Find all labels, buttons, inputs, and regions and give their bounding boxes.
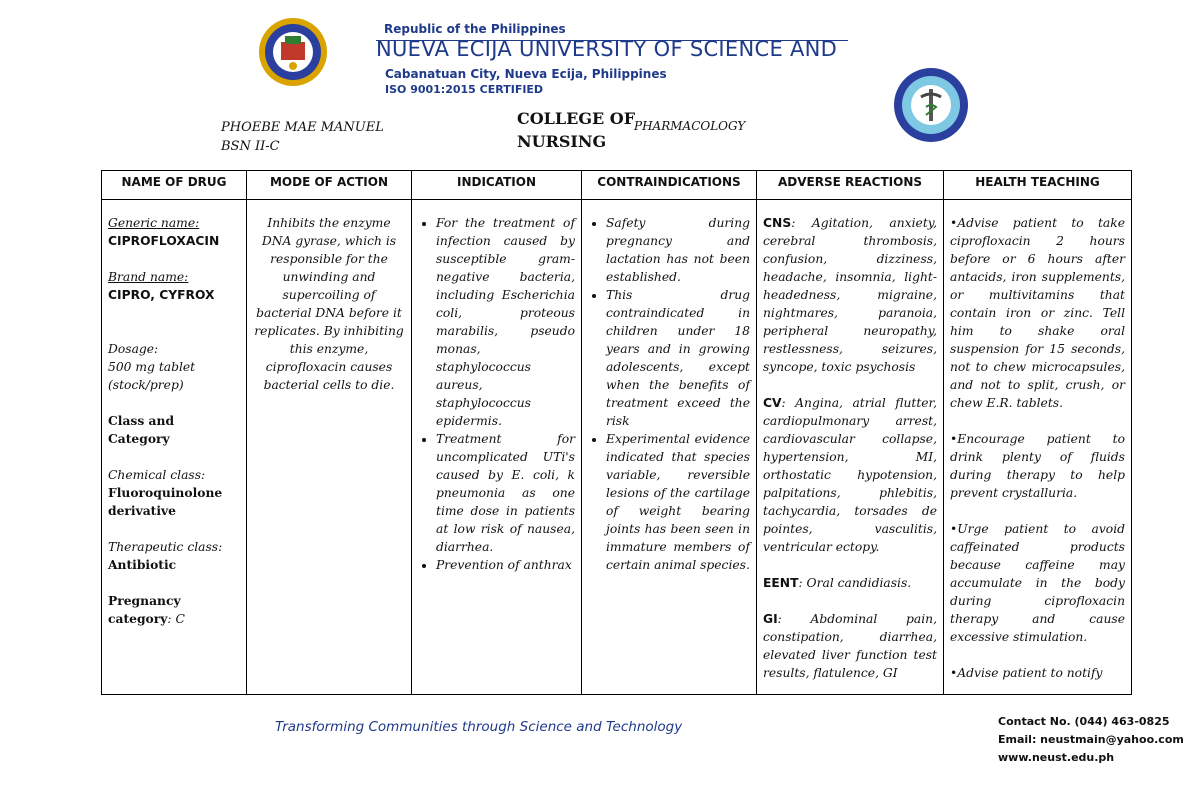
list-item: • Treatment for uncomplicated UTi's caused by E. coli, k pneumonia as one time dose in patients at low risk of nausea, diarrhea. [436,430,575,556]
dosage-label: Dosage: [108,342,159,356]
health-teaching-item: •Advise patient to take ciprofloxacin 2 hours before or 6 hours after antacids, iron supplements, or multivitamins that contain iron or zinc. Tell him to shake oral suspension for 15 seconds, not to chew microcapsules, and not to split, crush, or chew E.R. tablets. [950,216,1125,410]
header-adverse-reactions: ADVERSE REACTIONS [757,171,944,200]
republic-heading: Republic of the Philippines [384,22,566,36]
chemical-class-label: Chemical class: [108,468,206,482]
college-line-1: COLLEGE OF [517,109,636,128]
contact-number: Contact No. (044) 463-0825 [998,715,1170,728]
header-health-teaching: HEALTH TEACHING [944,171,1132,200]
mode-of-action-text: Inhibits the enzyme DNA gyrase, which is responsible for the unwinding and supercoiling of bacterial DNA before it replicates. By inhibiting this enzyme, ciprofloxacin causes bacterial cells to die. [254,216,404,392]
health-teaching-item: •Advise patient to notify [950,666,1103,680]
list-item: • Prevention of anthrax [436,556,575,574]
brand-name-value: CIPRO, CYFROX [108,288,215,302]
student-section: BSN II-C [221,139,280,154]
indication-list [418,214,575,574]
therapeutic-class-value: Antibiotic [108,557,177,572]
health-teaching-item: •Urge patient to avoid caffeinated products because caffeine may accumulate in the body during ciprofloxacin therapy and cause excessive stimulation. [950,522,1125,644]
university-address: Cabanatuan City, Nueva Ecija, Philippines [385,67,667,81]
adverse-reactions-cell [757,200,944,695]
student-name: PHOEBE MAE MANUEL [221,120,384,135]
contact-email: Email: neustmain@yahoo.com [998,733,1184,746]
dosage-note: (stock/prep) [108,378,184,392]
drug-study-table [101,170,1132,695]
university-name: NUEVA ECIJA UNIVERSITY OF SCIENCE AND [376,37,838,61]
adverse-cv: CV: Angina, atrial flutter, cardiopulmonary arrest, cardiovascular collapse, hypertension, MI, orthostatic hypotension, palpitations, phlebitis, tachycardia, torsades de pointes, vasculitis, ventricular ectopy. [763,396,937,554]
footer-motto: Transforming Communities through Science and Technology [275,719,683,735]
class-category-heading: Class and Category [108,413,175,446]
dosage-value: 500 mg tablet [108,360,196,374]
adverse-eent: EENT: Oral candidiasis. [763,576,912,590]
generic-name-value: CIPROFLOXACIN [108,234,220,248]
pregnancy-category-value: : C [167,612,185,626]
pregnancy-category-label: Pregnancy category [108,593,181,626]
drug-name-cell [102,200,247,695]
contact-block [998,713,1184,767]
contraindications-cell [582,200,757,695]
subject-title: PHARMACOLOGY [634,119,746,133]
table-header-row [102,171,1132,200]
list-item: • Experimental evidence indicated that species variable, reversible lesions of the cartilage of weight bearing joints has been seen in immature members of certain animal species. [606,430,750,574]
college-of-nursing-seal-logo [893,67,969,143]
college-title [517,107,635,153]
generic-name-label: Generic name: [108,216,200,230]
header-name-of-drug: NAME OF DRUG [102,171,247,200]
table-row [102,200,1132,695]
header-contraindications: CONTRAINDICATIONS [582,171,757,200]
list-item: • For the treatment of infection caused by susceptible gram-negative bacteria, including Escherichia coli, proteous marabilis, pseudo monas, staphylococcus aureus, staphylococcus epidermis. [436,214,575,430]
contact-website: www.neust.edu.ph [998,751,1115,764]
adverse-cns: CNS: Agitation, anxiety, cerebral thrombosis, confusion, dizziness, headache, insomnia, light-headedness, migraine, nightmares, paranoia, peripheral neuropathy, restlessness, seizures, syncope, toxic psychosis [763,216,937,374]
list-item: • This drug contraindicated in children under 18 years and in growing adolescents, except when the benefits of treatment exceed the risk [606,286,750,430]
header-indication: INDICATION [412,171,582,200]
header-mode-of-action: MODE OF ACTION [247,171,412,200]
college-line-2: NURSING [517,132,607,151]
health-teaching-cell [944,200,1132,695]
mode-of-action-cell [247,200,412,695]
health-teaching-item: •Encourage patient to drink plenty of fluids during therapy to help prevent crystalluria. [950,432,1125,500]
list-item: • Safety during pregnancy and lactation has not been established. [606,214,750,286]
contraindication-list [588,214,750,574]
brand-name-label: Brand name: [108,270,189,284]
adverse-gi: GI: Abdominal pain, constipation, diarrhea, elevated liver function test results, flatulence, GI [763,612,937,680]
chemical-class-value: Fluoroquinolone derivative [108,485,223,518]
therapeutic-class-label: Therapeutic class: [108,540,223,554]
student-info [221,118,384,156]
university-seal-logo [258,16,328,88]
iso-certification: ISO 9001:2015 CERTIFIED [385,83,544,96]
indication-cell [412,200,582,695]
